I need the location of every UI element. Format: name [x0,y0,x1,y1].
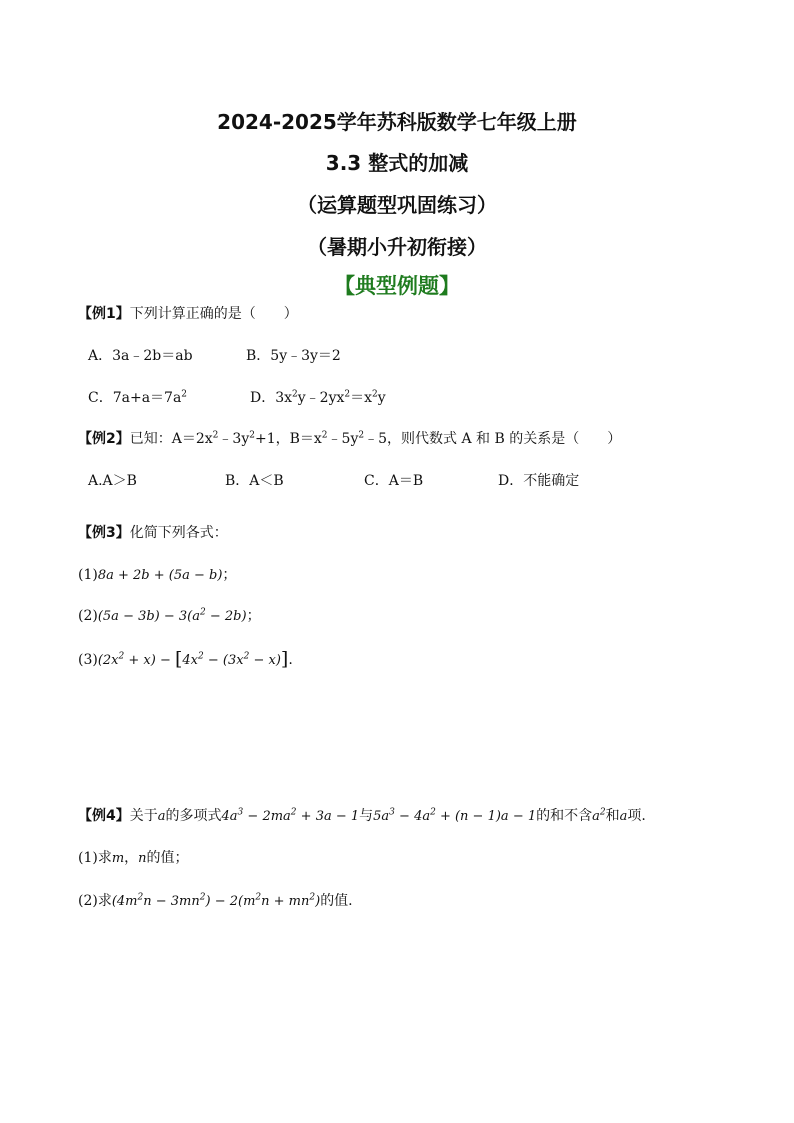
example-2-option-b: B．A＜B [225,473,284,489]
example-3-item-2: $(2)(5a - 3b) - 3(a^2 - 2b)$； [78,607,261,624]
example-2-option-d: D．不能确定 [498,473,580,489]
doc-title: 2024-2025学年苏科版数学七年级上册 [217,110,577,134]
example-3-stem: 【例3】化简下列各式： [78,525,228,541]
example-4-question-1: (1)求m，n的值； [78,850,189,866]
example-2-option-c: C．A＝B [364,473,424,489]
example-2-stem: 【例2】已知：$A=2x^2﹣3y^2+1$，$B=x^2﹣5y^2﹣5$，则代数式 A 和 B 的关系是（ ） [78,430,622,447]
example-3-item-1: (1)8a + 2b + (5a − b)； [78,567,237,583]
section-title: 3.3 整式的加减 [325,151,469,175]
example-1-stem [78,305,298,323]
example-1-label: 【例1】 [78,306,130,322]
example-2-option-a: A.A＞B [88,473,137,489]
example-3-label: 【例3】 [78,525,130,541]
example-4-question-2: (2)求$(4m^2n - 3mn^2) - 2(m^2n + mn^2)$的值. [78,892,353,909]
subtitle-practice: （运算题型巩固练习） [297,193,497,217]
example-1-question: 下列计算正确的是（ ） [129,306,298,322]
example-1-option-c: C．$7a+a=7a^2$ [88,389,188,406]
math-expression: 8a + 2b + (5a − b) [97,568,223,583]
example-1-option-d: D．$3x^2y﹣2yx^2=x^2y$ [250,389,386,406]
subtitle-summer: （暑期小升初衔接） [307,235,487,259]
example-1-option-a: A．3a﹣2b＝ab [88,348,193,364]
example-4-label: 【例4】 [78,808,130,824]
typical-examples-heading: 【典型例题】 [334,274,460,298]
example-3-item-3: $(3)(2x^2 + x) - [4x^2 - (3x^2 - x)]$. [78,648,293,670]
example-4-stem: 【例4】关于a的多项式$4a^3 - 2ma^2 + 3a - 1$与$5a^3 - 4a^2 + (n - 1)a - 1$的和不含$a^2$和a项. [78,807,646,824]
example-2-label: 【例2】 [78,431,130,447]
example-1-option-b: B．5y﹣3y＝2 [246,348,341,364]
